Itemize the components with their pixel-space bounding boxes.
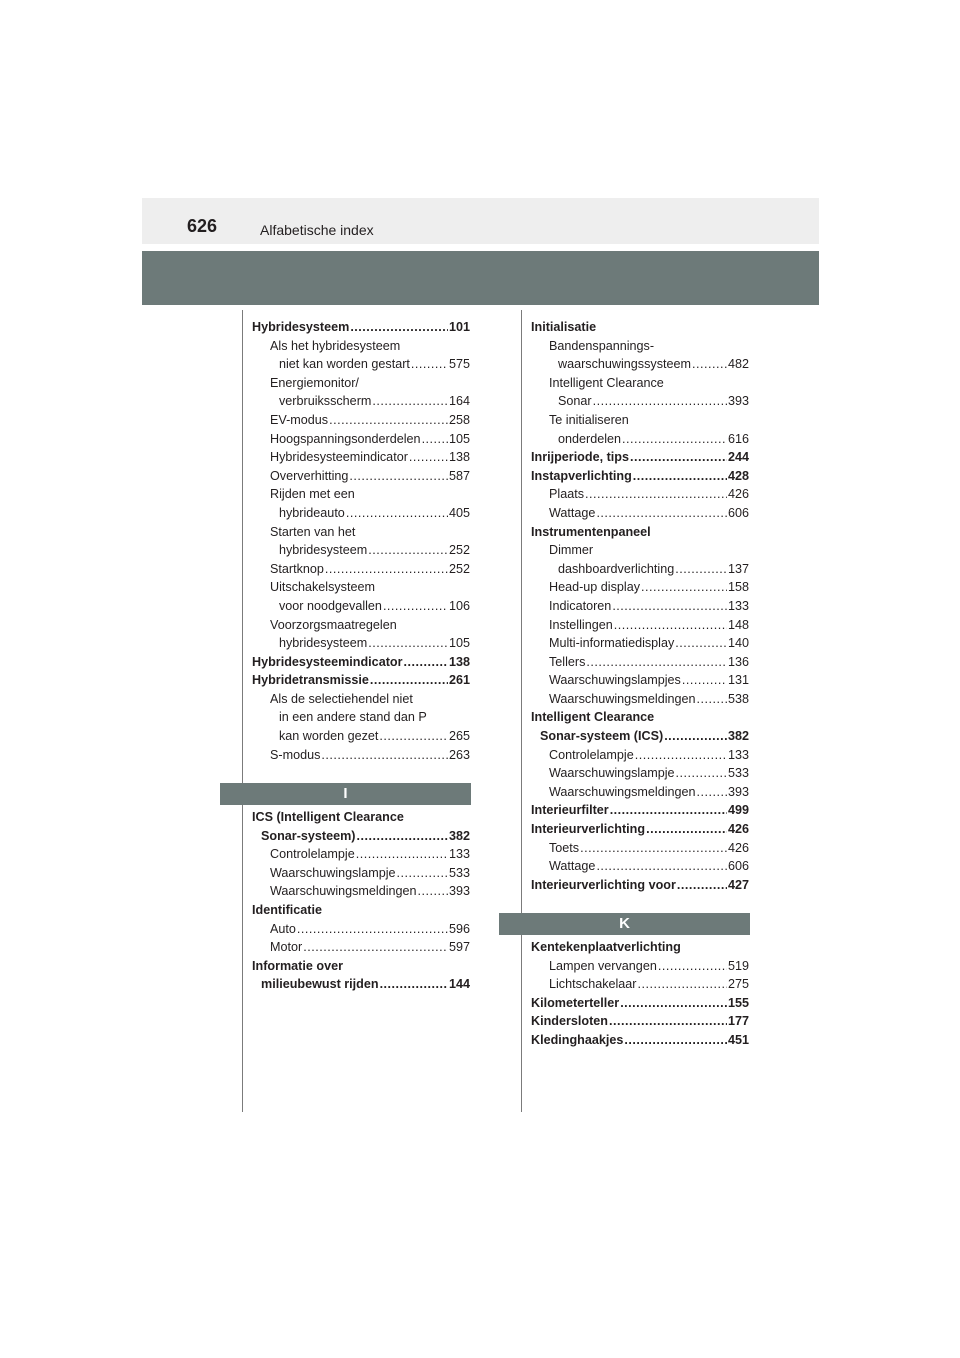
index-entry: Identificatie	[252, 902, 322, 917]
index-entry	[531, 690, 749, 709]
dot-leader	[350, 318, 448, 337]
dot-leader	[624, 1031, 727, 1050]
index-entry	[252, 560, 470, 579]
entry-label: Waarschuwingsmeldingen	[549, 691, 696, 706]
entry-label: Multi-informatiedisplay	[549, 636, 675, 651]
page-ref: 133	[448, 847, 470, 862]
page-ref: 106	[448, 598, 470, 613]
index-entry	[531, 392, 749, 411]
entry-label: Interieurfilter	[531, 803, 609, 818]
entry-label: Hybridetransmissie	[252, 673, 369, 688]
index-entry	[531, 1012, 749, 1031]
page-ref: 265	[448, 729, 470, 744]
index-entry	[531, 746, 749, 765]
page-ref: 252	[448, 543, 470, 558]
index-entry	[531, 597, 749, 616]
page-ref: 575	[448, 357, 470, 372]
entry-label: Interieurverlichting	[531, 822, 646, 837]
page-ref: 137	[727, 561, 749, 576]
page-ref: 451	[727, 1032, 749, 1047]
dot-leader	[630, 448, 727, 467]
entry-label: Tellers	[549, 654, 586, 669]
page-ref: 482	[727, 357, 749, 372]
dot-leader	[357, 827, 448, 846]
index-entry	[252, 975, 470, 994]
entry-label: Waarschuwingsmeldingen	[270, 884, 417, 899]
index-entry	[252, 411, 470, 430]
dot-leader	[658, 957, 727, 976]
dot-leader	[380, 975, 448, 994]
dot-leader	[411, 355, 448, 374]
index-entry	[252, 938, 470, 957]
index-entry: Dimmer	[549, 543, 594, 558]
index-entry	[252, 541, 470, 560]
entry-label: Inrijperiode, tips	[531, 450, 629, 465]
page-ref: 393	[727, 394, 749, 409]
page-ref: 427	[727, 877, 749, 892]
index-entry: Uitschakelsysteem	[270, 580, 375, 595]
entry-label: hybridesysteem	[279, 636, 368, 651]
entry-label: hybridesysteem	[279, 543, 368, 558]
page-ref: 428	[727, 468, 749, 483]
index-entry	[252, 727, 470, 746]
page-ref: 138	[448, 450, 470, 465]
entry-label: Indicatoren	[549, 598, 612, 613]
index-column-right	[531, 318, 749, 894]
dot-leader	[676, 764, 727, 783]
page-ref: 382	[727, 729, 749, 744]
index-entry: Informatie over	[252, 958, 343, 973]
entry-label: Hoogspanningsonderdelen	[270, 431, 421, 446]
index-column-left-i	[252, 808, 470, 994]
page-ref: 177	[727, 1014, 749, 1029]
page-ref: 382	[448, 828, 470, 843]
index-entry	[531, 876, 749, 895]
index-entry	[531, 839, 749, 858]
dot-leader	[641, 578, 727, 597]
dot-leader	[356, 845, 448, 864]
index-entry	[531, 430, 749, 449]
index-entry: Rijden met een	[270, 487, 355, 502]
entry-label: Kledinghaakjes	[531, 1032, 624, 1047]
entry-label: kan worden gezet	[279, 729, 379, 744]
dot-leader	[633, 467, 727, 486]
page-ref: 261	[448, 673, 470, 688]
index-entry: Intelligent Clearance	[549, 375, 664, 390]
index-entry: Als de selectiehendel niet	[270, 691, 413, 706]
dot-leader	[612, 597, 727, 616]
index-entry: Te initialiseren	[549, 412, 629, 427]
entry-label: dashboardverlichting	[558, 561, 675, 576]
index-column-left	[252, 318, 470, 764]
entry-label: Instapverlichting	[531, 468, 632, 483]
page-ref: 144	[448, 977, 470, 992]
index-entry	[252, 845, 470, 864]
page-ref: 426	[727, 822, 749, 837]
column-divider-right	[521, 310, 522, 1112]
dot-leader	[321, 746, 448, 765]
dot-leader	[325, 560, 448, 579]
page-ref: 587	[448, 468, 470, 483]
dot-leader	[372, 392, 448, 411]
page-ref: 275	[727, 977, 749, 992]
entry-label: Hybridesysteemindicator	[252, 654, 403, 669]
header-bar	[142, 198, 819, 244]
index-entry: Voorzorgsmaatregelen	[270, 617, 397, 632]
page-ref: 164	[448, 394, 470, 409]
page-ref: 426	[727, 840, 749, 855]
index-entry	[252, 746, 470, 765]
dot-leader	[692, 355, 727, 374]
entry-label: onderdelen	[558, 431, 622, 446]
index-entry	[252, 864, 470, 883]
entry-label: Sonar-systeem)	[261, 828, 356, 843]
index-entry	[531, 994, 749, 1013]
entry-label: Kindersloten	[531, 1014, 608, 1029]
dot-leader	[610, 801, 727, 820]
index-entry	[531, 578, 749, 597]
page-ref: 538	[727, 691, 749, 706]
page-ref: 597	[448, 940, 470, 955]
index-entry: Als het hybridesysteem	[270, 338, 401, 353]
dot-leader	[297, 920, 448, 939]
dot-leader	[329, 411, 448, 430]
entry-label: Kilometerteller	[531, 995, 620, 1010]
index-entry	[531, 764, 749, 783]
index-entry: Kentekenplaatverlichting	[531, 940, 681, 954]
page-ref: 133	[727, 747, 749, 762]
page-ref: 148	[727, 617, 749, 632]
entry-label: Sonar-systeem (ICS)	[540, 729, 664, 744]
index-entry	[252, 430, 470, 449]
dot-leader	[383, 597, 448, 616]
entry-label: Auto	[270, 921, 296, 936]
page-ref: 138	[448, 654, 470, 669]
entry-label: S-modus	[270, 747, 321, 762]
index-entry	[531, 783, 749, 802]
dot-leader	[593, 392, 727, 411]
page-title: Alfabetische index	[260, 222, 374, 238]
dot-leader	[422, 430, 448, 449]
entry-label: Wattage	[549, 505, 596, 520]
index-entry	[252, 448, 470, 467]
index-entry	[252, 653, 470, 672]
index-entry	[531, 671, 749, 690]
page-ref: 101	[448, 320, 470, 334]
entry-label: Wattage	[549, 859, 596, 874]
dot-leader	[596, 857, 727, 876]
index-entry	[531, 355, 749, 374]
page-ref: 596	[448, 921, 470, 936]
index-entry	[531, 820, 749, 839]
entry-label: niet kan worden gestart	[279, 357, 410, 372]
page-ref: 263	[448, 747, 470, 762]
dot-leader	[646, 820, 727, 839]
page-ref: 105	[448, 431, 470, 446]
dot-leader	[622, 430, 727, 449]
entry-label: Hybridesysteem	[252, 320, 350, 334]
index-entry: Initialisatie	[531, 320, 597, 334]
page-ref: 499	[727, 803, 749, 818]
dot-leader	[596, 504, 727, 523]
index-entry: Energiemonitor/	[270, 375, 359, 390]
index-entry	[531, 653, 749, 672]
header-band	[142, 251, 819, 305]
index-entry	[252, 634, 470, 653]
index-entry	[252, 504, 470, 523]
index-entry	[252, 467, 470, 486]
section-header-k: K	[499, 913, 750, 935]
dot-leader	[682, 671, 727, 690]
dot-leader	[368, 541, 448, 560]
page-ref: 140	[727, 636, 749, 651]
dot-leader	[675, 560, 727, 579]
dot-leader	[620, 994, 727, 1013]
page-ref: 244	[727, 450, 749, 465]
index-entry	[252, 597, 470, 616]
entry-label: Motor	[270, 940, 303, 955]
dot-leader	[664, 727, 727, 746]
dot-leader	[638, 975, 727, 994]
index-entry	[531, 727, 749, 746]
page-ref: 133	[727, 598, 749, 613]
page-ref: 393	[448, 884, 470, 899]
dot-leader	[346, 504, 448, 523]
page-ref: 405	[448, 505, 470, 520]
page-ref: 606	[727, 859, 749, 874]
entry-label: EV-modus	[270, 412, 329, 427]
index-entry	[252, 318, 470, 337]
dot-leader	[368, 634, 448, 653]
dot-leader	[697, 690, 727, 709]
column-divider-left	[242, 310, 243, 1112]
page-ref: 533	[448, 865, 470, 880]
dot-leader	[697, 783, 727, 802]
index-entry: Intelligent Clearance	[531, 710, 655, 725]
page-number: 626	[187, 216, 218, 236]
entry-label: Waarschuwingslampje	[270, 865, 396, 880]
index-entry	[531, 448, 749, 467]
index-entry	[531, 616, 749, 635]
index-entry	[531, 467, 749, 486]
entry-label: Instellingen	[549, 617, 613, 632]
page-ref: 136	[727, 654, 749, 669]
page-ref: 258	[448, 412, 470, 427]
index-entry	[252, 920, 470, 939]
index-entry	[252, 671, 470, 690]
entry-label: Sonar	[558, 394, 592, 409]
entry-label: Waarschuwingslampjes	[549, 673, 681, 688]
page-ref: 131	[727, 673, 749, 688]
entry-label: Plaats	[549, 487, 585, 502]
entry-label: Startknop	[270, 561, 324, 576]
dot-leader	[614, 616, 727, 635]
index-entry	[531, 634, 749, 653]
page-ref: 105	[448, 636, 470, 651]
dot-leader	[379, 727, 448, 746]
index-entry	[531, 975, 749, 994]
entry-label: Hybridesysteemindicator	[270, 450, 408, 465]
page-ref: 155	[727, 995, 749, 1010]
dot-leader	[609, 1012, 727, 1031]
entry-label: Waarschuwingsmeldingen	[549, 784, 696, 799]
dot-leader	[585, 485, 727, 504]
dot-leader	[303, 938, 448, 957]
entry-label: verbruiksscherm	[279, 394, 372, 409]
index-entry	[531, 957, 749, 976]
page-ref: 426	[727, 487, 749, 502]
page-ref: 606	[727, 505, 749, 520]
dot-leader	[580, 839, 727, 858]
dot-leader	[635, 746, 727, 765]
entry-label: Toets	[549, 840, 580, 855]
index-entry: Starten van het	[270, 524, 356, 539]
entry-label: Lichtschakelaar	[549, 977, 637, 992]
index-entry	[252, 882, 470, 901]
dot-leader	[418, 882, 448, 901]
dot-leader	[397, 864, 448, 883]
dot-leader	[409, 448, 448, 467]
index-entry	[531, 801, 749, 820]
entry-label: waarschuwingssysteem	[558, 357, 691, 372]
page-ref: 393	[727, 784, 749, 799]
index-entry: Instrumentenpaneel	[531, 524, 651, 539]
dot-leader	[403, 653, 448, 672]
index-entry	[531, 485, 749, 504]
index-entry	[531, 504, 749, 523]
index-entry: in een andere stand dan P	[279, 710, 427, 725]
page-ref: 158	[727, 580, 749, 595]
index-entry	[531, 560, 749, 579]
index-entry: ICS (Intelligent Clearance	[252, 810, 404, 824]
entry-label: Lampen vervangen	[549, 958, 657, 973]
entry-label: Controlelampje	[549, 747, 634, 762]
entry-label: voor noodgevallen	[279, 598, 382, 613]
page-ref: 252	[448, 561, 470, 576]
index-entry	[252, 827, 470, 846]
index-entry	[252, 392, 470, 411]
entry-label: Oververhitting	[270, 468, 349, 483]
entry-label: Controlelampje	[270, 847, 355, 862]
page-ref: 616	[727, 431, 749, 446]
entry-label: Head-up display	[549, 580, 641, 595]
index-entry	[252, 355, 470, 374]
page-ref: 519	[727, 958, 749, 973]
dot-leader	[586, 653, 727, 672]
dot-leader	[677, 876, 727, 895]
section-header-i: I	[220, 783, 471, 805]
dot-leader	[370, 671, 448, 690]
entry-label: milieubewust rijden	[261, 977, 379, 992]
index-entry	[531, 1031, 749, 1050]
dot-leader	[675, 634, 727, 653]
dot-leader	[349, 467, 448, 486]
index-entry: Bandenspannings-	[549, 338, 655, 353]
entry-label: hybrideauto	[279, 505, 345, 520]
entry-label: Interieurverlichting voor	[531, 877, 676, 892]
page-ref: 533	[727, 766, 749, 781]
index-column-right-k	[531, 938, 749, 1050]
entry-label: Waarschuwingslampje	[549, 766, 675, 781]
index-entry	[531, 857, 749, 876]
